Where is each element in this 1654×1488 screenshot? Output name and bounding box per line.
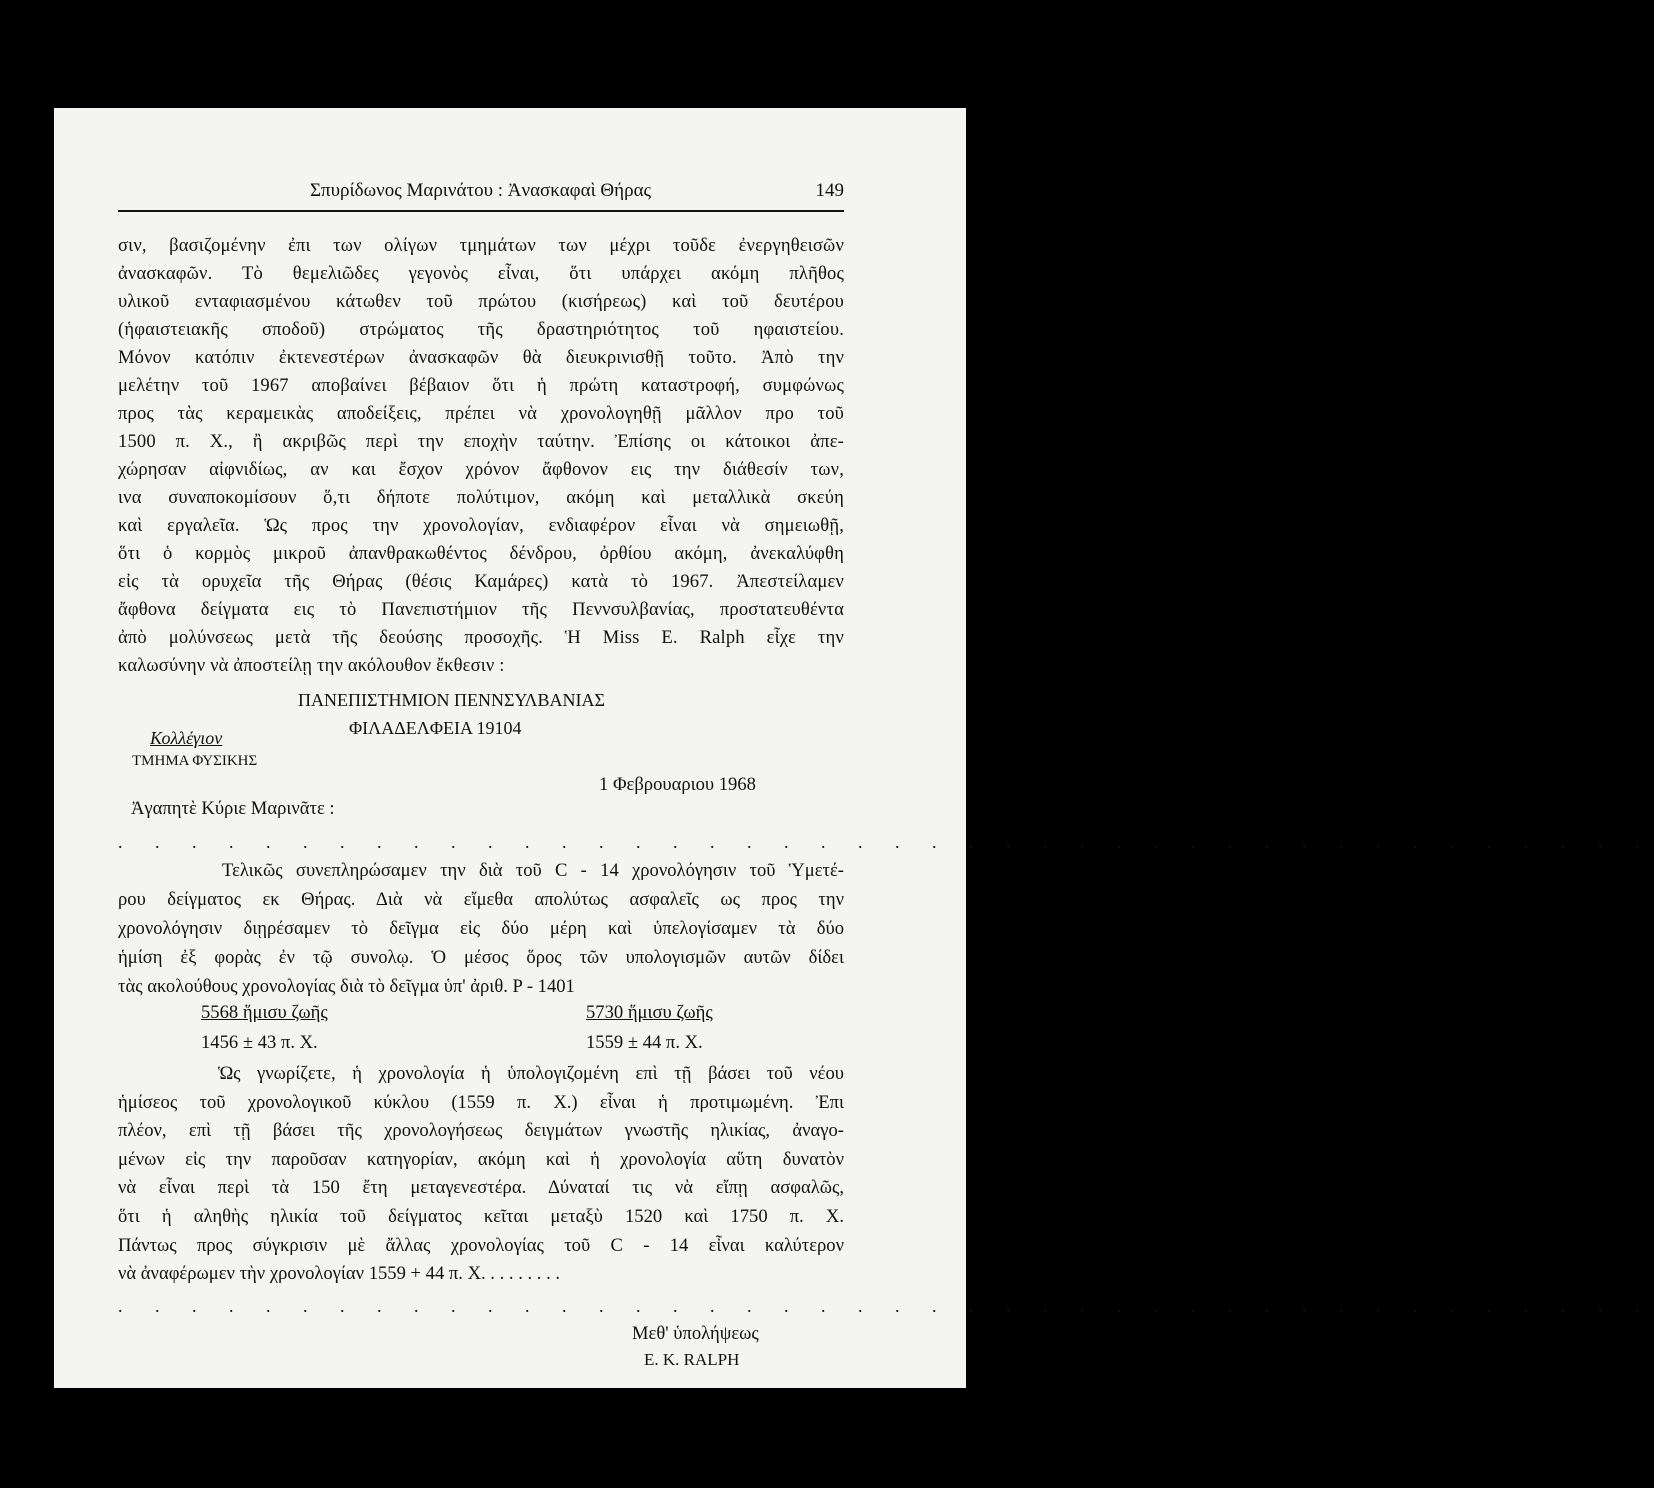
- closing-signature: E. K. RALPH: [644, 1350, 740, 1369]
- conclusion-paragraph: [118, 1060, 844, 1289]
- closing-regards: Μεθ' ὑπολήψεως: [632, 1323, 759, 1344]
- letterhead-department: ΤΜΗΜΑ ΦΥΣΙΚΗΣ: [132, 753, 258, 769]
- header-rule: [118, 210, 844, 212]
- text-line: ἡμίσεος τοῦ χρονολογικοῦ κύκλου (1559 π. Χ.) εἶναι ἡ προτιμωμένη. Ἐπι: [118, 1091, 844, 1113]
- text-line: 1500 π. Χ., ἢ ακριβῶς περὶ την εποχὴν ταύτην. Ἐπίσης οι κάτοικοι ἀπε-: [118, 431, 844, 452]
- text-line: ὅτι ἡ αληθὴς ηλικία τοῦ δείγματος κεῖται μεταξὺ 1520 καὶ 1750 π. Χ.: [118, 1205, 844, 1227]
- letterhead-institution: ΠΑΝΕΠΙΣΤΗΜΙΟΝ ΠΕΝΝΣΥΛΒΑΝΙΑΣ: [298, 690, 605, 710]
- letter-salutation: Ἀγαπητὲ Κύριε Μαρινᾶτε :: [131, 798, 335, 819]
- text-line: εἰς τὰ ορυχεῖα τῆς Θήρας (θέσις Καμάρες) κατὰ τὸ 1967. Ἀπεστείλαμεν: [118, 571, 844, 592]
- text-line: νὰ εἶναι περὶ τὰ 150 ἔτη μεταγενεστέρα. Δύναταί τις νὰ εἴπῃ ασφαλῶς,: [118, 1177, 844, 1199]
- text-line: Τελικῶς συνεπληρώσαμεν την διὰ τοῦ C - 14 χρονολόγησιν τοῦ Ὑμετέ-: [222, 860, 844, 881]
- text-line: μελέτην τοῦ 1967 αποβαίνει βέβαιον ὅτι ἡ πρώτη καταστροφή, συμφώνως: [118, 375, 844, 396]
- letter-paragraph: [118, 856, 844, 1001]
- text-line: καλωσύνην νὰ ἀποστείλῃ την ακόλουθον ἔκθεσιν :: [118, 655, 505, 676]
- text-line: ὅτι ὁ κορμὸς μικροῦ ἀπανθρακωθέντος δένδρου, ὀρθίου ακόμη, ἀνεκαλύφθη: [118, 543, 844, 564]
- radiocarbon-date: 1456 ± 43 π. Χ.: [201, 1032, 318, 1053]
- half-life-label: 5568 ἥμισυ ζωῆς: [201, 1002, 328, 1023]
- text-line: ρου δείγματος εκ Θήρας. Διὰ νὰ εἴμεθα απολύτως ασφαλεῖς ως προς την: [118, 889, 844, 910]
- result-5568: [201, 998, 328, 1058]
- text-line: ἡμίση ἐξ φορὰς ἐν τῷ συνολῳ. Ὁ μέσος ὅρος τῶν υπολογισμῶν αυτῶν δίδει: [118, 947, 844, 968]
- text-line: χρονολόγησιν διῃρέσαμεν τὸ δεῖγμα εἰς δύο μέρη καὶ ὑπελογίσαμεν τὰ δύο: [118, 918, 844, 939]
- letterhead-city: ΦΙΛΑΔΕΛΦΕΙΑ 19104: [349, 718, 522, 738]
- half-life-label: 5730 ἥμισυ ζωῆς: [586, 1002, 713, 1023]
- text-line: Πάντως προς σύγκρισιν μὲ ἄλλας χρονολογίας τοῦ C - 14 εἶναι καλύτερον: [118, 1234, 844, 1256]
- text-line: (ἡφαιστειακῆς σποδοῦ) στρώματος τῆς δραστηριότητος τοῦ ηφαιστείου.: [118, 319, 844, 340]
- radiocarbon-date: 1559 ± 44 π. Χ.: [586, 1032, 703, 1053]
- text-line: ἄφθονα δείγματα εις τὸ Πανεπιστήμιον τῆς Πεννσυλβανίας, προστατευθέντα: [118, 599, 844, 620]
- running-title: Σπυρίδωνος Μαρινάτου : Ἀνασκαφαὶ Θήρας: [310, 180, 652, 201]
- page-number: 149: [815, 180, 844, 201]
- text-line: Μόνον κατόπιν ἐκτενεστέρων ἀνασκαφῶν θὰ διευκρινισθῇ τοῦτο. Ἀπὸ την: [118, 347, 844, 368]
- book-page: [54, 108, 1654, 1388]
- letter-date: 1 Φεβρουαριου 1968: [599, 774, 756, 795]
- ellipsis-row: . . . . . . . . . . . . . . . . . . . . . . . . . . . . . . . . . . . . . . . . . .: [118, 832, 1654, 852]
- text-line: τὰς ακολούθους χρονολογίας διὰ τὸ δεῖγμα ὑπ' ἀριθ. P - 1401: [118, 976, 575, 997]
- text-line: ινα συναποκομίσουν ὅ,τι δήποτε πολύτιμον, ακόμη καὶ μεταλλικὰ σκεύη: [118, 487, 844, 508]
- text-line: μένων εἰς την παροῦσαν κατηγορίαν, ακόμη καὶ ἡ χρονολογία αὕτη δυνατὸν: [118, 1148, 844, 1170]
- text-line: πλέον, επὶ τῇ βάσει τῆς χρονολογήσεως δειγμάτων γνωστῆς ηλικίας, ἀναγο-: [118, 1120, 844, 1142]
- letterhead-college: Κολλέγιον: [150, 728, 223, 748]
- text-line: χώρησαν αἰφνιδίως, αν και ἔσχον χρόνον ἄφθονον εις την διάθεσίν των,: [118, 459, 844, 480]
- ellipsis-row: . . . . . . . . . . . . . . . . . . . . . . . . . . . . . . . . . . . . . . . . . .: [118, 1296, 1654, 1316]
- text-line: ἀπὸ μολύνσεως μετὰ τῆς δεούσης προσοχῆς. Ἡ Miss E. Ralph εἶχε την: [118, 627, 844, 648]
- text-line: Ὡς γνωρίζετε, ἡ χρονολογία ἡ ὑπολογιζομένη επὶ τῇ βάσει τοῦ νέου: [218, 1063, 844, 1084]
- text-line: προς τὰς κεραμεικὰς αποδείξεις, πρέπει νὰ χρονολογηθῇ μᾶλλον προ τοῦ: [118, 403, 844, 424]
- paragraph-1: [118, 232, 844, 680]
- text-line: σιν, βασιζομένην ἐπι των ολίγων τμημάτων των μέχρι τοῦδε ἐνεργηθεισῶν: [118, 235, 844, 256]
- result-5730: [586, 998, 713, 1058]
- text-line: νὰ ἀναφέρωμεν τὴν χρονολογίαν 1559 + 44 π. Χ. . . . . . . . .: [118, 1263, 561, 1285]
- text-line: υλικοῦ ενταφιασμένου κάτωθεν τοῦ πρώτου (κισήρεως) καὶ τοῦ δευτέρου: [118, 291, 844, 312]
- running-header: [310, 180, 844, 202]
- text-line: ἀνασκαφῶν. Τὸ θεμελιῶδες γεγονὸς εἶναι, ὅτι υπάρχει ακόμη πλῆθος: [118, 263, 844, 284]
- text-line: καὶ εργαλεῖα. Ὡς προς την χρονολογίαν, ενδιαφέρον εἶναι νὰ σημειωθῇ,: [118, 515, 844, 536]
